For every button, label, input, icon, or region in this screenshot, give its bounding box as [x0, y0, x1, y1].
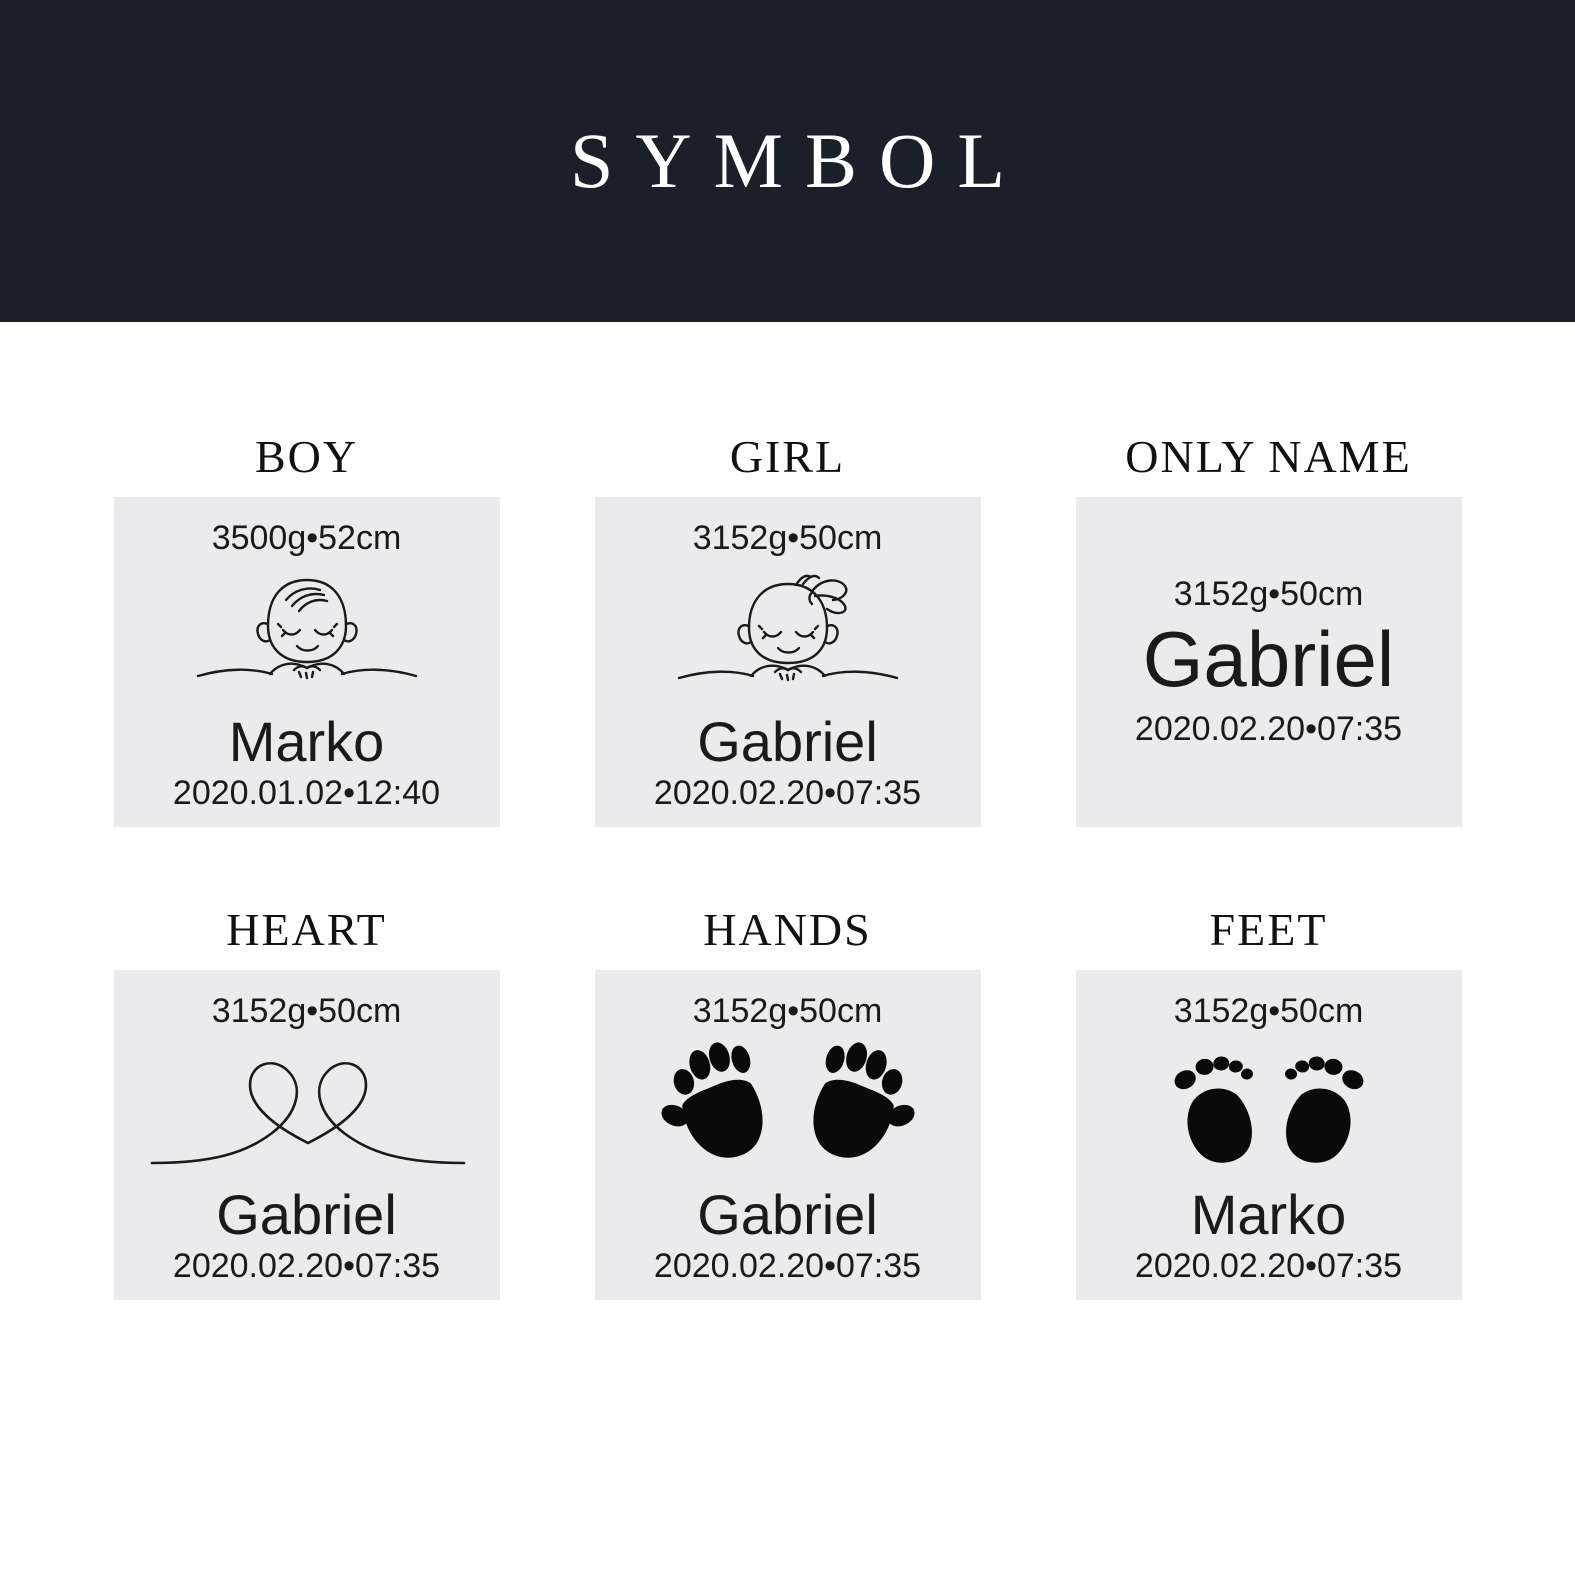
baby-name-text: Gabriel — [1142, 615, 1395, 703]
option-title: BOY — [254, 431, 359, 482]
option-title: GIRL — [729, 431, 846, 482]
option-title: FEET — [1209, 904, 1328, 955]
symbol-option-heart[interactable] — [74, 903, 539, 1300]
weight-length-text: 3152g•50cm — [692, 992, 883, 1030]
symbol-grid — [0, 430, 1575, 1376]
symbol-option-hands[interactable] — [555, 903, 1020, 1300]
baby-girl-icon — [595, 558, 981, 720]
weight-length-text: 3152g•50cm — [692, 519, 883, 557]
baby-name-text: Gabriel — [216, 1183, 397, 1246]
preview-card — [1076, 970, 1462, 1300]
preview-card — [114, 497, 500, 827]
preview-card — [114, 970, 500, 1300]
option-title: ONLY NAME — [1125, 431, 1412, 482]
footprints-icon — [1076, 1031, 1462, 1193]
preview-card — [1076, 497, 1462, 827]
birth-date-text: 2020.02.20•07:35 — [172, 1247, 441, 1285]
page-title: SYMBOL — [569, 117, 1028, 204]
weight-length-text: 3500g•52cm — [211, 519, 402, 557]
symbol-option-girl[interactable] — [555, 430, 1020, 827]
birth-date-text: 2020.02.20•07:35 — [1134, 710, 1403, 748]
baby-name-text: Marko — [1190, 1183, 1347, 1246]
weight-length-text: 3152g•50cm — [211, 992, 402, 1030]
option-title: HANDS — [703, 904, 872, 955]
baby-name-text: Gabriel — [697, 710, 878, 773]
baby-name-text: Marko — [228, 710, 385, 773]
weight-length-text: 3152g•50cm — [1173, 575, 1364, 613]
baby-name-text: Gabriel — [697, 1183, 878, 1246]
birth-date-text: 2020.02.20•07:35 — [653, 774, 922, 812]
preview-card — [595, 970, 981, 1300]
birth-date-text: 2020.02.20•07:35 — [1134, 1247, 1403, 1285]
preview-card — [595, 497, 981, 827]
header-bar — [0, 0, 1575, 322]
symbol-option-feet[interactable] — [1036, 903, 1501, 1300]
baby-boy-icon — [114, 558, 500, 720]
option-title: HEART — [226, 904, 387, 955]
weight-length-text: 3152g•50cm — [1173, 992, 1364, 1030]
symbol-option-only-name[interactable] — [1036, 430, 1501, 827]
symbol-option-boy[interactable] — [74, 430, 539, 827]
handprints-icon — [595, 1031, 981, 1193]
birth-date-text: 2020.02.20•07:35 — [653, 1247, 922, 1285]
birth-date-text: 2020.01.02•12:40 — [172, 774, 441, 812]
heart-line-icon — [114, 1031, 500, 1193]
